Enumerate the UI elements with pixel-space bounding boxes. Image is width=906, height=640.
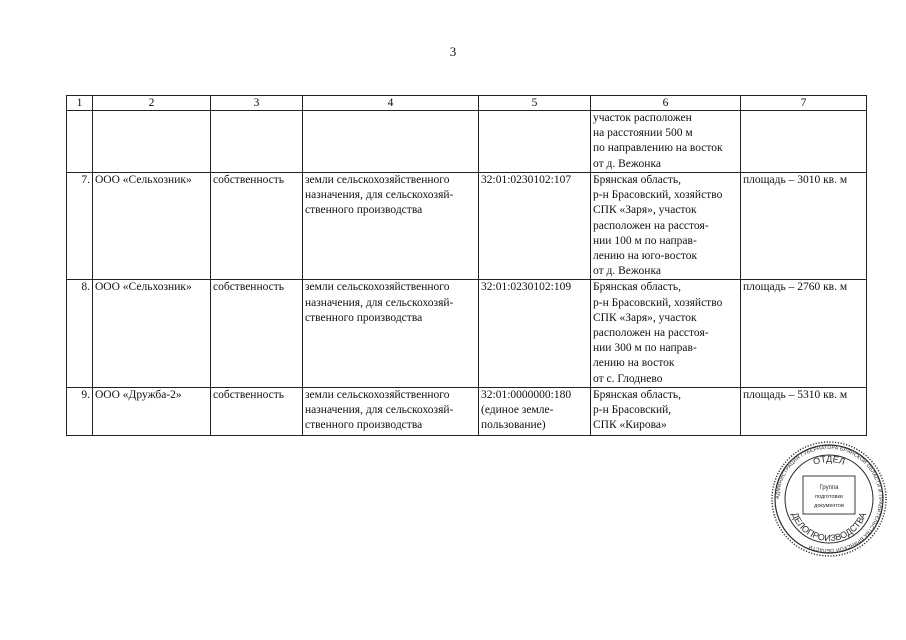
owner-cell xyxy=(93,111,211,173)
stamp-seal xyxy=(770,440,888,558)
location-line: лению на юго-восток xyxy=(593,250,698,263)
location-line: расположен на расстоя- xyxy=(593,327,709,340)
cadastral-cell xyxy=(479,173,591,280)
column-header: 6 xyxy=(591,96,741,111)
row-number: 7. xyxy=(67,173,93,280)
cadastral-line: 32:01:0230102:109 xyxy=(481,281,572,294)
svg-text:ОТДЕЛ xyxy=(812,454,847,467)
cadastral-cell xyxy=(479,280,591,387)
location-cell xyxy=(591,173,741,280)
category-cell xyxy=(303,111,479,173)
cadastral-line: пользование) xyxy=(481,419,546,432)
official-stamp xyxy=(770,440,888,558)
cadastral-cell xyxy=(479,387,591,435)
row-number: 8. xyxy=(67,280,93,387)
category-cell xyxy=(303,280,479,387)
stamp-center-line: подготовки xyxy=(815,494,843,500)
location-line: от д. Вежонка xyxy=(593,265,661,278)
column-header: 3 xyxy=(211,96,303,111)
column-header: 5 xyxy=(479,96,591,111)
location-line: нии 100 м по направ- xyxy=(593,234,697,247)
category-line: назначения, для сельскохозяй- xyxy=(305,404,454,417)
category-line: земли сельскохозяйственного xyxy=(305,388,450,401)
location-line: от с. Глоднево xyxy=(593,372,663,385)
owner-cell: ООО «Сельхозник» xyxy=(93,280,211,387)
right-cell xyxy=(211,111,303,173)
location-line: от д. Вежонка xyxy=(593,157,661,170)
land-plots-table xyxy=(66,95,867,436)
column-header: 1 xyxy=(67,96,93,111)
column-header: 7 xyxy=(741,96,867,111)
location-line: СПК «Заря», участок xyxy=(593,311,697,324)
row-number xyxy=(67,111,93,173)
location-line: СПК «Заря», участок xyxy=(593,204,697,217)
stamp-outer-text: АДМИНИСТРАЦИЯ ГУБЕРНАТОРА БРЯНСКОЙ ОБЛАСТИ И ПРАВИТЕЛЬСТВА БРЯНСКОЙ ОБЛАСТИ xyxy=(774,444,884,554)
stamp-center-line: Группа xyxy=(819,485,839,491)
location-line: на расстоянии 500 м xyxy=(593,127,693,140)
category-line: ственного производства xyxy=(305,311,423,324)
column-header: 2 xyxy=(93,96,211,111)
cadastral-line: 32:01:0230102:107 xyxy=(481,174,572,186)
area-cell: площадь – 2760 кв. м xyxy=(741,280,867,387)
location-cell xyxy=(591,280,741,387)
location-line: нии 300 м по направ- xyxy=(593,342,697,355)
cadastral-cell xyxy=(479,111,591,173)
table-row xyxy=(67,387,867,435)
category-line: ственного производства xyxy=(305,419,423,432)
location-line: р-н Брасовский, xyxy=(593,404,672,417)
location-line: лению на восток xyxy=(593,357,675,370)
location-line: р-н Брасовский, хозяйство xyxy=(593,296,723,309)
category-line: назначения, для сельскохозяй- xyxy=(305,296,454,309)
right-cell: собственность xyxy=(211,280,303,387)
stamp-dept-top: ОТДЕЛ xyxy=(811,453,847,467)
location-line: по направлению на восток xyxy=(593,142,723,155)
area-cell: площадь – 3010 кв. м xyxy=(741,173,867,280)
table-row xyxy=(67,111,867,173)
category-line: земли сельскохозяйственного xyxy=(305,174,450,186)
table-row xyxy=(67,173,867,280)
header-row xyxy=(67,96,867,111)
area-cell: площадь – 5310 кв. м xyxy=(741,387,867,435)
stamp-dept-bottom: ДЕЛОПРОИЗВОДСТВА xyxy=(789,510,869,544)
category-cell xyxy=(303,173,479,280)
area-cell xyxy=(741,111,867,173)
location-line: расположен на расстоя- xyxy=(593,219,709,232)
cadastral-line: (единое земле- xyxy=(481,404,554,417)
location-line: участок расположен xyxy=(593,112,692,124)
category-line: назначения, для сельскохозяй- xyxy=(305,189,454,202)
location-cell xyxy=(591,111,741,173)
location-line: Брянская область, xyxy=(593,174,681,186)
cadastral-line: 32:01:0000000:180 xyxy=(481,388,572,401)
location-line: СПК «Кирова» xyxy=(593,419,667,432)
location-line: р-н Брасовский, хозяйство xyxy=(593,189,723,202)
category-line: земли сельскохозяйственного xyxy=(305,281,450,294)
location-line: Брянская область, xyxy=(593,388,681,401)
owner-cell: ООО «Сельхозник» xyxy=(93,173,211,280)
location-cell xyxy=(591,387,741,435)
table-row xyxy=(67,280,867,387)
right-cell: собственность xyxy=(211,173,303,280)
right-cell: собственность xyxy=(211,387,303,435)
location-line: Брянская область, xyxy=(593,281,681,294)
stamp-center-line: документов xyxy=(814,503,844,509)
row-number: 9. xyxy=(67,387,93,435)
category-line: ственного производства xyxy=(305,204,423,217)
owner-cell: ООО «Дружба-2» xyxy=(93,387,211,435)
column-header: 4 xyxy=(303,96,479,111)
svg-text:ДЕЛОПРОИЗВОДСТВА xyxy=(790,511,868,543)
page-number: 3 xyxy=(449,44,457,59)
category-cell xyxy=(303,387,479,435)
